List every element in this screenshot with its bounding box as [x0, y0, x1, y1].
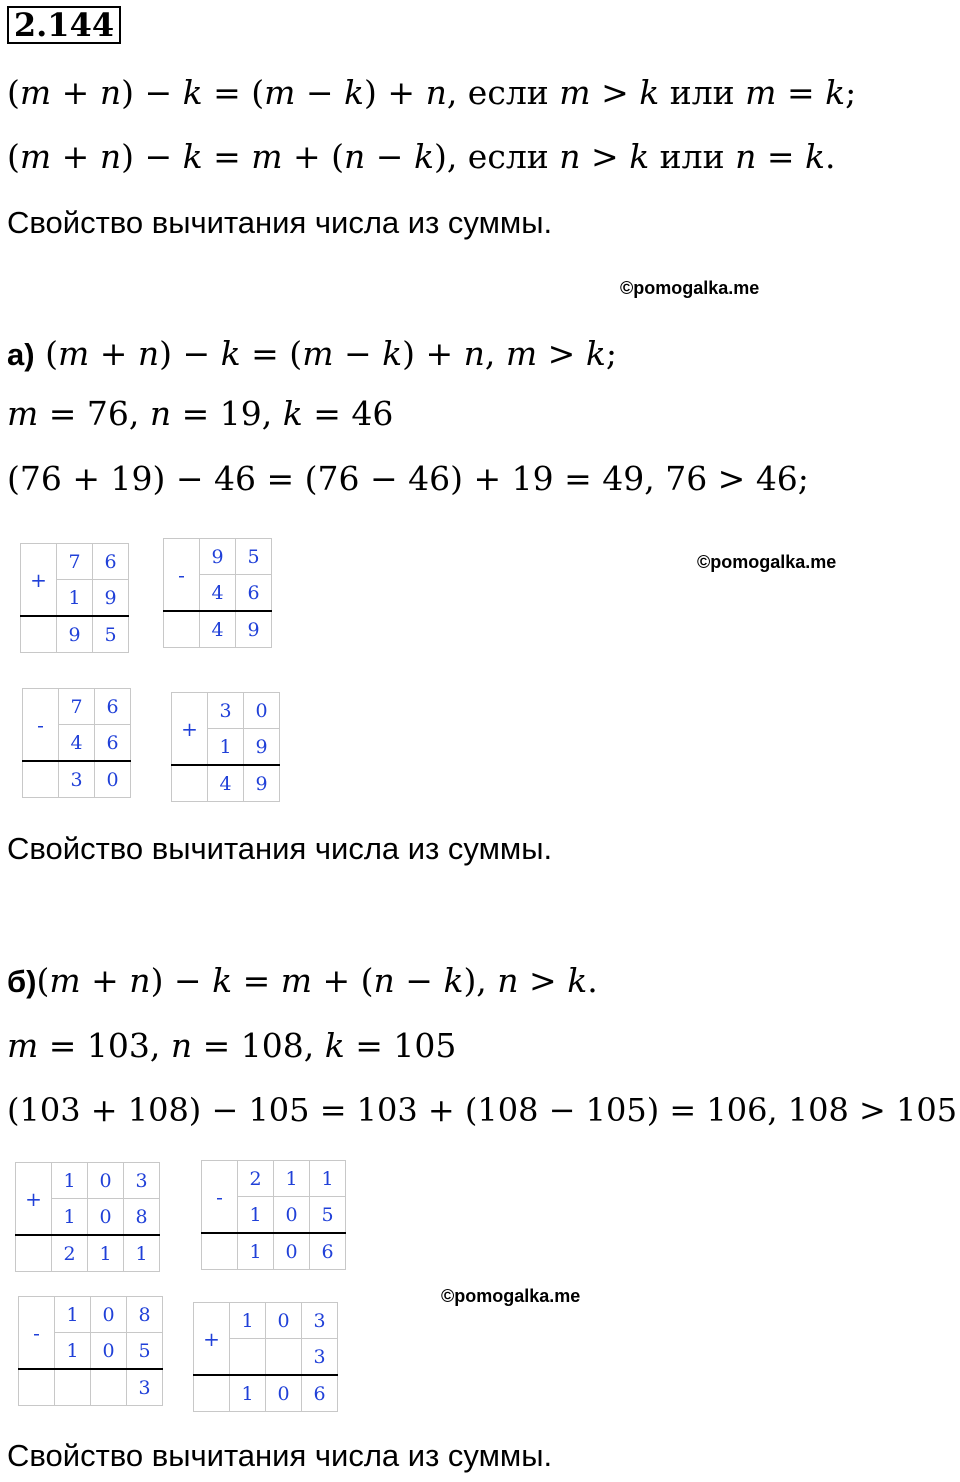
part-a-label: а) — [7, 337, 35, 372]
math-variable: m — [559, 73, 591, 112]
calc-row — [23, 761, 131, 798]
empty-cell — [202, 1233, 238, 1270]
math-variable: n — [463, 334, 485, 373]
digit-cell: 3 — [127, 1369, 163, 1406]
digit-cell: 3 — [302, 1303, 338, 1339]
plus-sign: + — [172, 693, 208, 766]
math-variable: k — [639, 73, 660, 112]
digit-cell: 9 — [93, 580, 129, 617]
math-variable: n — [170, 1026, 193, 1065]
digit-cell: 1 — [230, 1303, 266, 1339]
digit-cell: 0 — [88, 1199, 124, 1236]
digit-cell: 1 — [238, 1233, 274, 1270]
calc-row — [21, 544, 129, 580]
empty-cell — [266, 1339, 302, 1376]
digit-cell: 0 — [266, 1303, 302, 1339]
digit-cell: 0 — [91, 1297, 127, 1333]
part-a-property: Свойство вычитания числа из суммы. — [7, 831, 553, 866]
digit-cell: 1 — [52, 1163, 88, 1199]
empty-cell — [21, 616, 57, 653]
watermark: ©pomogalka.me — [441, 1286, 581, 1306]
part-a-calc: (76 + 19) − 46 = (76 − 46) + 19 = 49, 76 > 46; — [7, 459, 809, 498]
digit-cell: 0 — [95, 761, 131, 798]
empty-cell — [194, 1375, 230, 1412]
math-variable: m — [302, 334, 334, 373]
digit-cell: 1 — [124, 1235, 160, 1272]
minus-sign: - — [164, 539, 200, 612]
plus-sign: + — [194, 1303, 230, 1376]
math-variable: m — [57, 334, 90, 373]
math-variable: k — [443, 961, 464, 1000]
math-variable: n — [373, 961, 395, 1000]
digit-cell: 0 — [274, 1197, 310, 1234]
math-variable: m — [49, 961, 81, 1000]
math-variable: n — [425, 73, 447, 112]
digit-cell: 6 — [310, 1233, 346, 1270]
digit-cell: 0 — [266, 1375, 302, 1412]
calc-row — [194, 1303, 338, 1339]
calc-row — [202, 1161, 346, 1197]
digit-cell: 8 — [124, 1199, 160, 1236]
math-variable: n — [99, 137, 122, 176]
part-b-label: б) — [7, 964, 37, 999]
part-b-formula — [7, 961, 598, 1002]
math-variable: m — [19, 73, 52, 112]
column-calc-b4 — [193, 1302, 338, 1412]
digit-cell: 0 — [88, 1163, 124, 1199]
digit-cell: 5 — [127, 1333, 163, 1370]
calc-row — [164, 611, 272, 648]
digit-cell: 1 — [238, 1197, 274, 1234]
calc-row — [19, 1297, 163, 1333]
watermark: ©pomogalka.me — [620, 278, 760, 298]
math-variable: k — [585, 334, 606, 373]
part-a-formula-body: (m + n) − k = (m − k) + n, m > k; — [34, 334, 617, 373]
calc-row — [202, 1233, 346, 1270]
calc-row — [21, 616, 129, 653]
math-variable: k — [324, 1026, 345, 1065]
math-variable: m — [745, 73, 777, 112]
math-variable: k — [182, 73, 203, 112]
digit-cell: 6 — [236, 575, 272, 612]
calc-row — [194, 1375, 338, 1412]
calc-row — [164, 539, 272, 575]
digit-cell: 1 — [55, 1297, 91, 1333]
empty-cell — [172, 765, 208, 802]
digit-cell: 8 — [127, 1297, 163, 1333]
digit-cell: 0 — [91, 1333, 127, 1370]
part-b-values: m = 103, n = 108, k = 105 — [7, 1026, 457, 1065]
digit-cell: 1 — [310, 1161, 346, 1197]
math-variable: k — [413, 137, 434, 176]
digit-cell: 5 — [236, 539, 272, 575]
empty-cell — [23, 761, 59, 798]
digit-cell: 1 — [88, 1235, 124, 1272]
property-text: Свойство вычитания числа из суммы. — [7, 205, 553, 240]
digit-cell: 9 — [200, 539, 236, 575]
column-calc-b3 — [18, 1296, 163, 1406]
math-variable: k — [629, 137, 650, 176]
digit-cell: 4 — [200, 611, 236, 648]
math-variable: m — [264, 73, 296, 112]
math-variable: n — [344, 137, 366, 176]
column-calc-a4 — [171, 692, 280, 802]
math-variable: m — [7, 394, 39, 433]
empty-cell — [16, 1235, 52, 1272]
digit-cell: 1 — [55, 1333, 91, 1370]
digit-cell: 0 — [274, 1233, 310, 1270]
minus-sign: - — [23, 689, 59, 762]
digit-cell: 0 — [244, 693, 280, 729]
part-b-formula-body: (m + n) − k = m + (n − k), n > k. — [36, 961, 598, 1000]
digit-cell: 6 — [95, 689, 131, 725]
digit-cell: 1 — [57, 580, 93, 617]
calc-row — [16, 1235, 160, 1272]
digit-cell: 1 — [52, 1199, 88, 1236]
math-variable: m — [7, 1026, 39, 1065]
digit-cell: 7 — [59, 689, 95, 725]
digit-cell: 2 — [52, 1235, 88, 1272]
digit-cell: 1 — [208, 729, 244, 766]
digit-cell: 6 — [95, 725, 131, 762]
math-variable: m — [251, 137, 283, 176]
empty-cell — [55, 1369, 91, 1406]
digit-cell: 3 — [302, 1339, 338, 1376]
math-variable: k — [220, 334, 241, 373]
column-calc-a3 — [22, 688, 131, 798]
empty-cell — [164, 611, 200, 648]
math-variable: m — [280, 961, 313, 1000]
digit-cell: 5 — [93, 616, 129, 653]
empty-cell — [230, 1339, 266, 1376]
plus-sign: + — [21, 544, 57, 617]
column-calc-a2 — [163, 538, 272, 648]
math-variable: k — [805, 137, 826, 176]
column-calc-a1 — [20, 543, 129, 653]
math-variable: k — [567, 961, 588, 1000]
part-b-property: Свойство вычитания числа из суммы. — [7, 1438, 553, 1473]
digit-cell: 4 — [200, 575, 236, 612]
minus-sign: - — [202, 1161, 238, 1234]
math-variable: n — [137, 334, 160, 373]
digit-cell: 9 — [244, 729, 280, 766]
digit-cell: 3 — [208, 693, 244, 729]
digit-cell: 6 — [302, 1375, 338, 1412]
digit-cell: 9 — [57, 616, 93, 653]
math-variable: k — [212, 961, 233, 1000]
calc-row — [172, 693, 280, 729]
digit-cell: 9 — [244, 765, 280, 802]
math-variable: k — [282, 394, 303, 433]
digit-cell: 4 — [208, 765, 244, 802]
calc-row — [172, 765, 280, 802]
digit-cell: 2 — [238, 1161, 274, 1197]
digit-cell: 3 — [124, 1163, 160, 1199]
digit-cell: 7 — [57, 544, 93, 580]
rule-line-2: (m + n) − k = m + (n − k), если n > k или n = k. — [7, 137, 836, 176]
math-variable: k — [825, 73, 846, 112]
calc-row — [16, 1163, 160, 1199]
math-variable: m — [505, 334, 538, 373]
digit-cell: 9 — [236, 611, 272, 648]
rule-line-1: (m + n) − k = (m − k) + n, если m > k или m = k; — [7, 73, 857, 112]
math-variable: n — [735, 137, 757, 176]
plus-sign: + — [16, 1163, 52, 1236]
math-variable: n — [559, 137, 581, 176]
digit-cell: 4 — [59, 725, 95, 762]
part-a-formula — [7, 334, 617, 375]
minus-sign: - — [19, 1297, 55, 1370]
part-b-calc: (103 + 108) − 105 = 103 + (108 − 105) = 106, 108 > 105 — [7, 1091, 958, 1129]
math-variable: k — [182, 137, 203, 176]
math-variable: k — [382, 334, 403, 373]
math-variable: n — [99, 73, 122, 112]
empty-cell — [19, 1369, 55, 1406]
column-calc-b2 — [201, 1160, 346, 1270]
digit-cell: 1 — [230, 1375, 266, 1412]
math-variable: n — [497, 961, 519, 1000]
watermark: ©pomogalka.me — [697, 552, 837, 572]
math-variable: n — [129, 961, 151, 1000]
digit-cell: 1 — [274, 1161, 310, 1197]
calc-row — [23, 689, 131, 725]
empty-cell — [91, 1369, 127, 1406]
part-a-values: m = 76, n = 19, k = 46 — [7, 394, 394, 433]
digit-cell: 6 — [93, 544, 129, 580]
column-calc-b1 — [15, 1162, 160, 1272]
digit-cell: 5 — [310, 1197, 346, 1234]
math-variable: k — [344, 73, 365, 112]
math-variable: n — [149, 394, 172, 433]
calc-row — [19, 1369, 163, 1406]
math-variable: m — [19, 137, 52, 176]
task-number: 2.144 — [7, 6, 121, 44]
digit-cell: 3 — [59, 761, 95, 798]
